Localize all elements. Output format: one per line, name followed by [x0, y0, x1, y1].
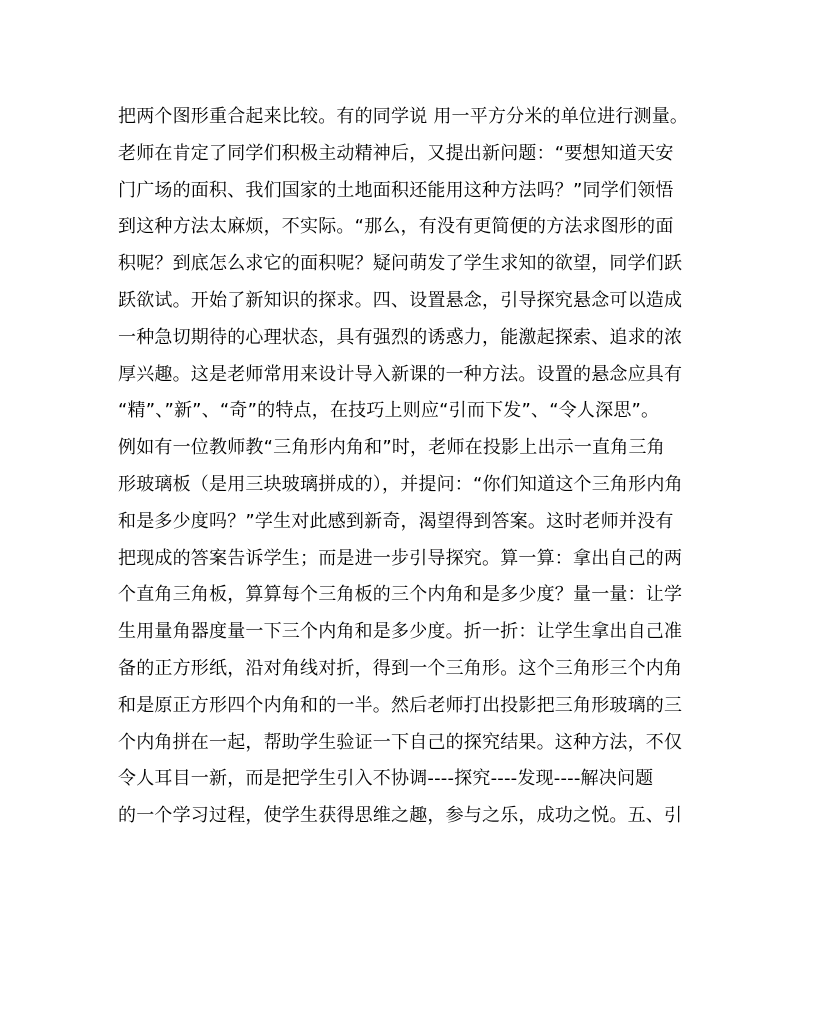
- text-line: 积呢？到底怎么求它的面积呢？疑问萌发了学生求知的欲望，同学们跃: [118, 253, 683, 275]
- text-line: 把两个图形重合起来比较。有的同学说 用一平方分米的单位进行测量。: [118, 106, 689, 127]
- text-line: 的一个学习过程，使学生获得思维之趣，参与之乐，成功之悦。五、引: [118, 805, 683, 827]
- text-line: “精”、”新”、“奇”的特点，在技巧上则应“引而下发”、“令人深思”。: [118, 400, 660, 422]
- text-line: 生用量角器度量一下三个内角和是多少度。折一折：让学生拿出自己准: [118, 621, 683, 643]
- text-line: 跃欲试。开始了新知识的探求。四、设置悬念，引导探究悬念可以造成: [118, 289, 683, 311]
- text-line: 把现成的答案告诉学生；而是进一步引导探究。算一算：拿出自己的两: [118, 547, 683, 569]
- text-line: 形玻璃板（是用三块玻璃拼成的），并提问：“你们知道这个三角形内角: [118, 473, 683, 495]
- text-line: 老师在肯定了同学们积极主动精神后，又提出新问题：“要想知道天安: [118, 142, 674, 164]
- text-line: 个内角拼在一起，帮助学生验证一下自己的探究结果。这种方法，不仅: [118, 731, 683, 753]
- text-line: 到这种方法太麻烦，不实际。“那么，有没有更简便的方法求图形的面: [118, 216, 674, 238]
- body-text: [118, 99, 718, 835]
- text-line: 令人耳目一新，而是把学生引入不协调----探究----发现----解决问题: [118, 768, 654, 790]
- text-line: 厚兴趣。这是老师常用来设计导入新课的一种方法。设置的悬念应具有: [118, 363, 683, 385]
- text-line: 个直角三角板，算算每个三角板的三个内角和是多少度？量一量：让学: [118, 584, 683, 606]
- text-line: 和是多少度吗？”学生对此感到新奇，渴望得到答案。这时老师并没有: [118, 510, 674, 532]
- text-line: 例如有一位教师教“三角形内角和”时，老师在投影上出示一直角三角: [118, 437, 665, 459]
- text-line: 一种急切期待的心理状态，具有强烈的诱惑力，能激起探索、追求的浓: [118, 326, 683, 348]
- text-line: 门广场的面积、我们国家的土地面积还能用这种方法吗？”同学们领悟: [118, 179, 674, 201]
- text-line: 备的正方形纸，沿对角线对折，得到一个三角形。这个三角形三个内角: [118, 657, 683, 679]
- text-line: 和是原正方形四个内角和的一半。然后老师打出投影把三角形玻璃的三: [118, 694, 683, 716]
